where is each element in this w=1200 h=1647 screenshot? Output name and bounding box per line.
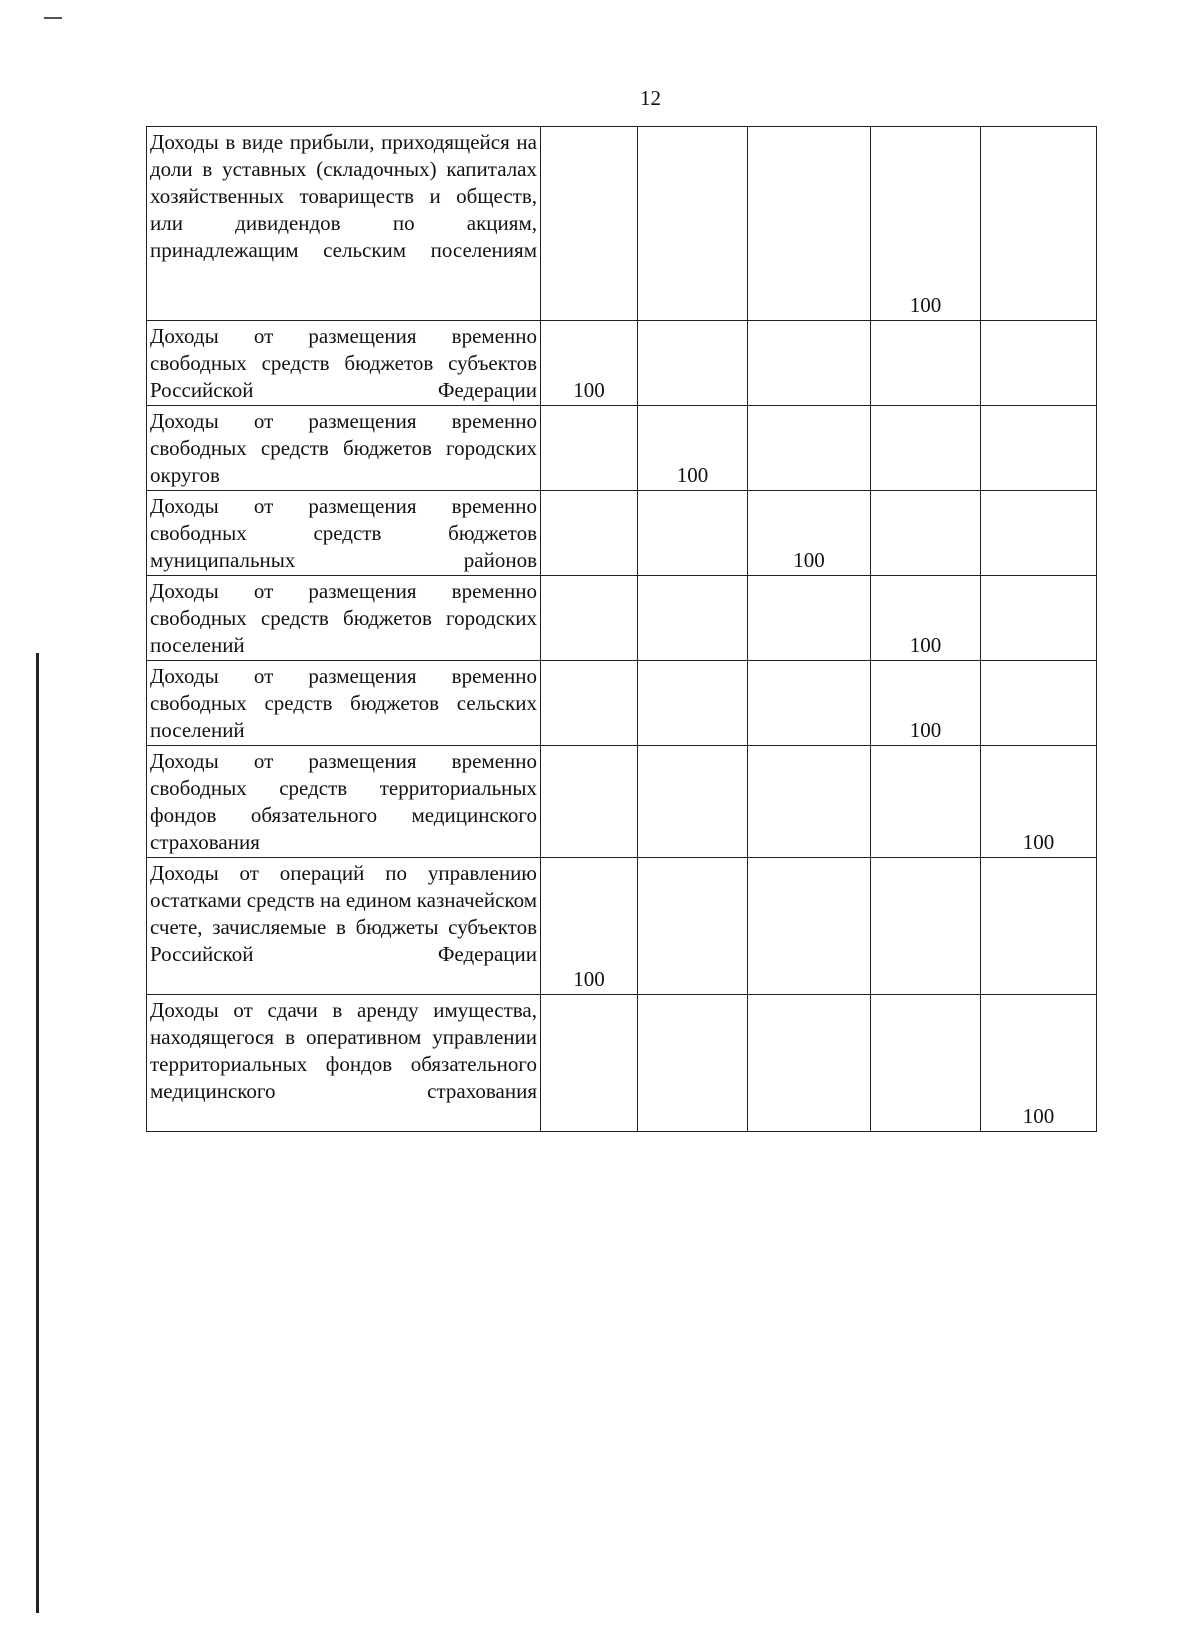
- percent-cell: [748, 746, 871, 858]
- percent-cell: [638, 858, 748, 995]
- revenue-description: Доходы от размещения временно свободных средств территориальных фондов обязательного медицинского страхования: [150, 749, 537, 854]
- percent-cell: [871, 746, 981, 858]
- percent-cell: [541, 661, 638, 746]
- percent-cell: [638, 995, 748, 1132]
- percent-cell: [638, 321, 748, 406]
- table-row: [147, 491, 1097, 576]
- revenue-description: Доходы от размещения временно свободных средств бюджетов субъектов Российской Федерации: [150, 324, 537, 402]
- percent-cell: [638, 576, 748, 661]
- percent-cell: 100: [871, 661, 981, 746]
- percent-cell: 100: [871, 127, 981, 321]
- percent-cell: [541, 127, 638, 321]
- percent-cell: [541, 746, 638, 858]
- percent-cell: [638, 661, 748, 746]
- scan-artifact-top: [44, 17, 62, 19]
- percent-cell: [871, 406, 981, 491]
- percent-cell: [981, 127, 1097, 321]
- table-row: [147, 406, 1097, 491]
- percent-cell: [748, 661, 871, 746]
- revenue-description-cell: [147, 995, 541, 1132]
- percent-cell: [541, 406, 638, 491]
- percent-cell: 100: [981, 995, 1097, 1132]
- percent-cell: [981, 858, 1097, 995]
- table-row: [147, 995, 1097, 1132]
- percent-cell: 100: [638, 406, 748, 491]
- revenue-description-cell: [147, 661, 541, 746]
- percent-cell: 100: [541, 858, 638, 995]
- percent-cell: 100: [871, 576, 981, 661]
- percent-cell: [748, 321, 871, 406]
- revenue-description-cell: [147, 858, 541, 995]
- percent-cell: 100: [981, 746, 1097, 858]
- percent-cell: [871, 995, 981, 1132]
- percent-cell: [748, 576, 871, 661]
- percent-cell: [981, 406, 1097, 491]
- percent-cell: [541, 995, 638, 1132]
- revenue-distribution-table: [146, 126, 1097, 1132]
- percent-cell: [638, 127, 748, 321]
- page-number: 12: [640, 86, 661, 110]
- percent-cell: [638, 491, 748, 576]
- revenue-description-cell: [147, 491, 541, 576]
- percent-cell: [871, 858, 981, 995]
- table-row: [147, 661, 1097, 746]
- revenue-description-cell: [147, 746, 541, 858]
- table-row: [147, 576, 1097, 661]
- percent-cell: [541, 576, 638, 661]
- revenue-description: Доходы от размещения временно свободных средств бюджетов муниципальных районов: [150, 494, 537, 572]
- revenue-description: Доходы от сдачи в аренду имущества, находящегося в оперативном управлении территориальных фондов обязательного медицинского страхования: [150, 998, 537, 1103]
- percent-cell: [748, 406, 871, 491]
- revenue-description: Доходы от размещения временно свободных средств бюджетов городских поселений: [150, 579, 537, 657]
- table-row: [147, 321, 1097, 406]
- percent-cell: [541, 491, 638, 576]
- percent-cell: [748, 127, 871, 321]
- percent-cell: [871, 321, 981, 406]
- revenue-description-cell: [147, 127, 541, 321]
- revenue-description-cell: [147, 406, 541, 491]
- revenue-description: Доходы от размещения временно свободных средств бюджетов городских округов: [150, 409, 537, 487]
- revenue-description-cell: [147, 321, 541, 406]
- percent-cell: 100: [748, 491, 871, 576]
- percent-cell: [638, 746, 748, 858]
- percent-cell: [871, 491, 981, 576]
- scan-artifact-left-edge: [36, 653, 39, 1613]
- revenue-description: Доходы от операций по управлению остатками средств на едином казначейском счете, зачисляемые в бюджеты субъектов Российской Федерации: [150, 861, 537, 966]
- percent-cell: 100: [541, 321, 638, 406]
- percent-cell: [748, 995, 871, 1132]
- percent-cell: [748, 858, 871, 995]
- table-row: [147, 127, 1097, 321]
- percent-cell: [981, 321, 1097, 406]
- revenue-description-cell: [147, 576, 541, 661]
- revenue-description: Доходы от размещения временно свободных средств бюджетов сельских поселений: [150, 664, 537, 742]
- revenue-description: Доходы в виде прибыли, приходящейся на доли в уставных (складочных) капиталах хозяйственных товариществ и обществ, или дивидендов по акциям, принадлежащим сельским поселениям: [150, 130, 537, 262]
- percent-cell: [981, 491, 1097, 576]
- percent-cell: [981, 661, 1097, 746]
- percent-cell: [981, 576, 1097, 661]
- table-row: [147, 746, 1097, 858]
- table-row: [147, 858, 1097, 995]
